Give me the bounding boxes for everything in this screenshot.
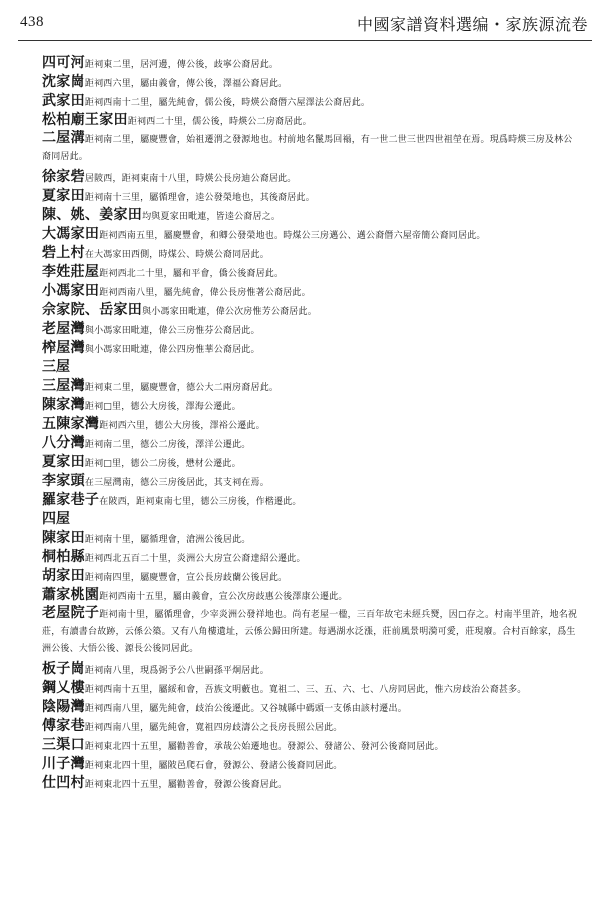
place-entry [42, 225, 580, 244]
place-name: 徐家砦 [42, 169, 85, 185]
place-name: 陳家灣 [42, 397, 85, 413]
place-description: 距祠南八里，現爲弼予公八世嗣孫平炯居此。 [84, 666, 269, 676]
place-description: 距祠西南十二里，屬先純會，儒公後，時煐公裔僭六屋澤法公裔居此。 [84, 98, 371, 108]
header-rule [18, 40, 592, 41]
place-entry [42, 111, 580, 130]
place-entry [42, 548, 580, 567]
place-description: 距祠東北四十五里，屬勸善會，發源公後裔居此。 [84, 780, 288, 790]
place-entry [42, 168, 580, 187]
place-entry [42, 244, 580, 263]
place-name: 李家頭 [42, 473, 85, 489]
place-description: 距祠西北二十里，屬和平會，僑公後裔居此。 [99, 269, 284, 279]
place-name: 砦上村 [42, 245, 85, 261]
place-description: 距祠南十里，屬循理會，少宰炎洲公發祥地也。尚有老屋一楹，三百年故宅未經兵燹，因□存之。村南半里許，地名祝莊，有讀書台故跡，云係公築。又有八角樓遺址，云係公歸田所建。每遇湖水泛漲，莊前風景明漪可愛，莊現廢。合村百餘家，爲生洲公後、大悟公後、源長公後同居此。 [42, 610, 578, 654]
place-entry [42, 472, 580, 491]
place-entry [42, 774, 580, 793]
place-entry [42, 660, 580, 679]
section-heading: 三屋 [42, 359, 70, 375]
place-name: 陳、姚、姜家田 [42, 207, 143, 223]
place-description: 在大馮家田西側，時煤公、時煐公裔同居此。 [84, 250, 269, 260]
place-name: 三渠口 [42, 737, 85, 753]
place-entry [42, 415, 580, 434]
place-entry [42, 605, 580, 658]
place-description: 距祠西南八里，屬先純會，寬祖四房歧濤公之長房長照公居此。 [84, 723, 343, 733]
place-entry [42, 320, 580, 339]
place-name: 佘家院、岳家田 [42, 302, 143, 318]
place-entry [42, 755, 580, 774]
place-name: 三屋灣 [42, 378, 85, 394]
place-description: 距祠東二里，屬慶豐會，德公大二兩房裔居此。 [84, 383, 279, 393]
place-name: 沈家崗 [42, 74, 85, 90]
section-heading: 四屋 [42, 511, 70, 527]
place-name: 鋼乂樓 [42, 680, 85, 696]
place-name: 老屋灣 [42, 321, 85, 337]
place-description: 與小馮家田毗連，偉公四房惟華公裔居此。 [84, 345, 260, 355]
place-name: 大馮家田 [42, 226, 100, 242]
place-description: 與小馮家田毗連，偉公三房惟芬公裔居此。 [84, 326, 260, 336]
place-name: 八分灣 [42, 435, 85, 451]
place-name: 蕭家桃園 [42, 587, 100, 603]
running-title: 中國家譜資料選编・家族源流卷 [356, 15, 588, 34]
place-description: 距祠西南十五里，屬綏和會，吾族文明藪也。寬祖二、三、五、六、七、八房同居此，惟六房歧治公裔甚多。 [84, 685, 527, 695]
place-name: 桐柏縣 [42, 549, 85, 565]
place-entry [42, 301, 580, 320]
place-name: 小馮家田 [42, 283, 100, 299]
place-description: 距祠西二十里，儒公後，時煐公二房裔居此。 [127, 117, 312, 127]
place-name: 二屋溝 [42, 130, 85, 146]
place-entry [42, 717, 580, 736]
place-description: 距祠南十三里，屬循理會，逵公發榮地也，其後裔居此。 [84, 193, 315, 203]
place-name: 傅家巷 [42, 718, 85, 734]
place-entry [42, 453, 580, 472]
place-entry [42, 339, 580, 358]
place-description: 距祠西南八里，屬先純會，歧治公後遷此。又谷城縣中碼頭一支係由該村遷出。 [84, 704, 407, 714]
place-entry [42, 434, 580, 453]
place-description: 在三屋灣南，德公三房後居此，其支祠在焉。 [84, 478, 269, 488]
place-name: 仕凹村 [42, 775, 85, 791]
place-name: 胡家田 [42, 568, 85, 584]
place-description: 距祠南十里，屬循理會，滄洲公後居此。 [84, 535, 251, 545]
place-entry [42, 282, 580, 301]
place-entry [42, 698, 580, 717]
place-name: 老屋院子 [42, 605, 100, 621]
place-name: 武家田 [42, 93, 85, 109]
place-entry [42, 206, 580, 225]
place-entry [42, 396, 580, 415]
place-entry [42, 73, 580, 92]
place-name: 羅家巷子 [42, 492, 100, 508]
place-description: 距祠東北四十五里，屬勸善會，承哉公始遷地也。發源公、發諸公、發河公後裔同居此。 [84, 742, 444, 752]
place-description: 距祠南二里，屬慶豐會，始祖遷渭之發源地也。村前地名鬣馬回褟，有一世二世三世四世祖塋在焉。現爲時煐三房及林公裔同居此。 [42, 135, 573, 162]
place-entry [42, 130, 580, 166]
place-description: 距祠西南八里，屬先純會，偉公長房惟著公裔居此。 [99, 288, 311, 298]
place-entry [42, 54, 580, 73]
place-entry [42, 679, 580, 698]
place-description: 距祠東北四十里，屬陂邑爬石會，發源公、發諸公後裔同居此。 [84, 761, 343, 771]
place-name: 夏家田 [42, 188, 85, 204]
place-name: 松柏廟王家田 [42, 112, 128, 128]
place-entry [42, 187, 580, 206]
place-description: 距祠□里，德公二房後，懋材公遷此。 [84, 459, 241, 469]
place-description: 距祠□里，德公大房後，澤海公遷此。 [84, 402, 241, 412]
place-description: 距祠西南十五里，屬由義會，宣公次房歧惠公後澤康公遷此。 [99, 592, 348, 602]
place-entry [42, 491, 580, 510]
place-entry [42, 377, 580, 396]
place-description: 與小馮家田毗連，偉公次房惟芳公裔居此。 [142, 307, 317, 317]
place-name: 陳家田 [42, 530, 85, 546]
place-description: 距祠東二里，居河邊，傳公後，歧寧公裔居此。 [84, 60, 279, 70]
place-name: 榨屋灣 [42, 340, 85, 356]
place-description: 距祠西六里，德公大房後，澤裕公遷此。 [99, 421, 265, 431]
place-description: 距祠西六里，屬由義會，傳公後，澤福公裔居此。 [84, 79, 288, 89]
place-description: 距祠南二里，德公二房後，澤洋公遷此。 [84, 440, 251, 450]
place-name: 五陳家灣 [42, 416, 100, 432]
place-description: 在陂西，距祠東南七里，德公三房後，作楷遷此。 [99, 497, 302, 507]
entry-list [42, 54, 580, 793]
place-name: 川子灣 [42, 756, 85, 772]
place-entry [42, 736, 580, 755]
place-description: 距祠西北五百二十里，炎洲公大房宣公裔達紹公遷此。 [84, 554, 306, 564]
place-entry [42, 529, 580, 548]
place-description: 距祠西南五里，屬慶豐會，和卿公發榮地也。時煤公三房邁公、邁公裔僭六屋帝簡公裔同居此。 [99, 231, 486, 241]
place-description: 均與夏家田毗連，皆逵公裔居之。 [142, 212, 281, 222]
place-entry [42, 263, 580, 282]
place-name: 夏家田 [42, 454, 85, 470]
page-number: 438 [20, 14, 44, 30]
place-entry [42, 92, 580, 111]
place-name: 陰陽灣 [42, 699, 85, 715]
place-entry [42, 586, 580, 605]
place-description: 距祠南四里，屬慶豐會，宣公長房歧蘭公後居此。 [84, 573, 288, 583]
place-description: 居陂西，距祠東南十八里，時煐公長房迪公裔居此。 [84, 174, 297, 184]
place-name: 李姓莊屋 [42, 264, 100, 280]
place-name: 板子崗 [42, 661, 85, 677]
place-entry [42, 567, 580, 586]
place-name: 四可河 [42, 55, 85, 71]
